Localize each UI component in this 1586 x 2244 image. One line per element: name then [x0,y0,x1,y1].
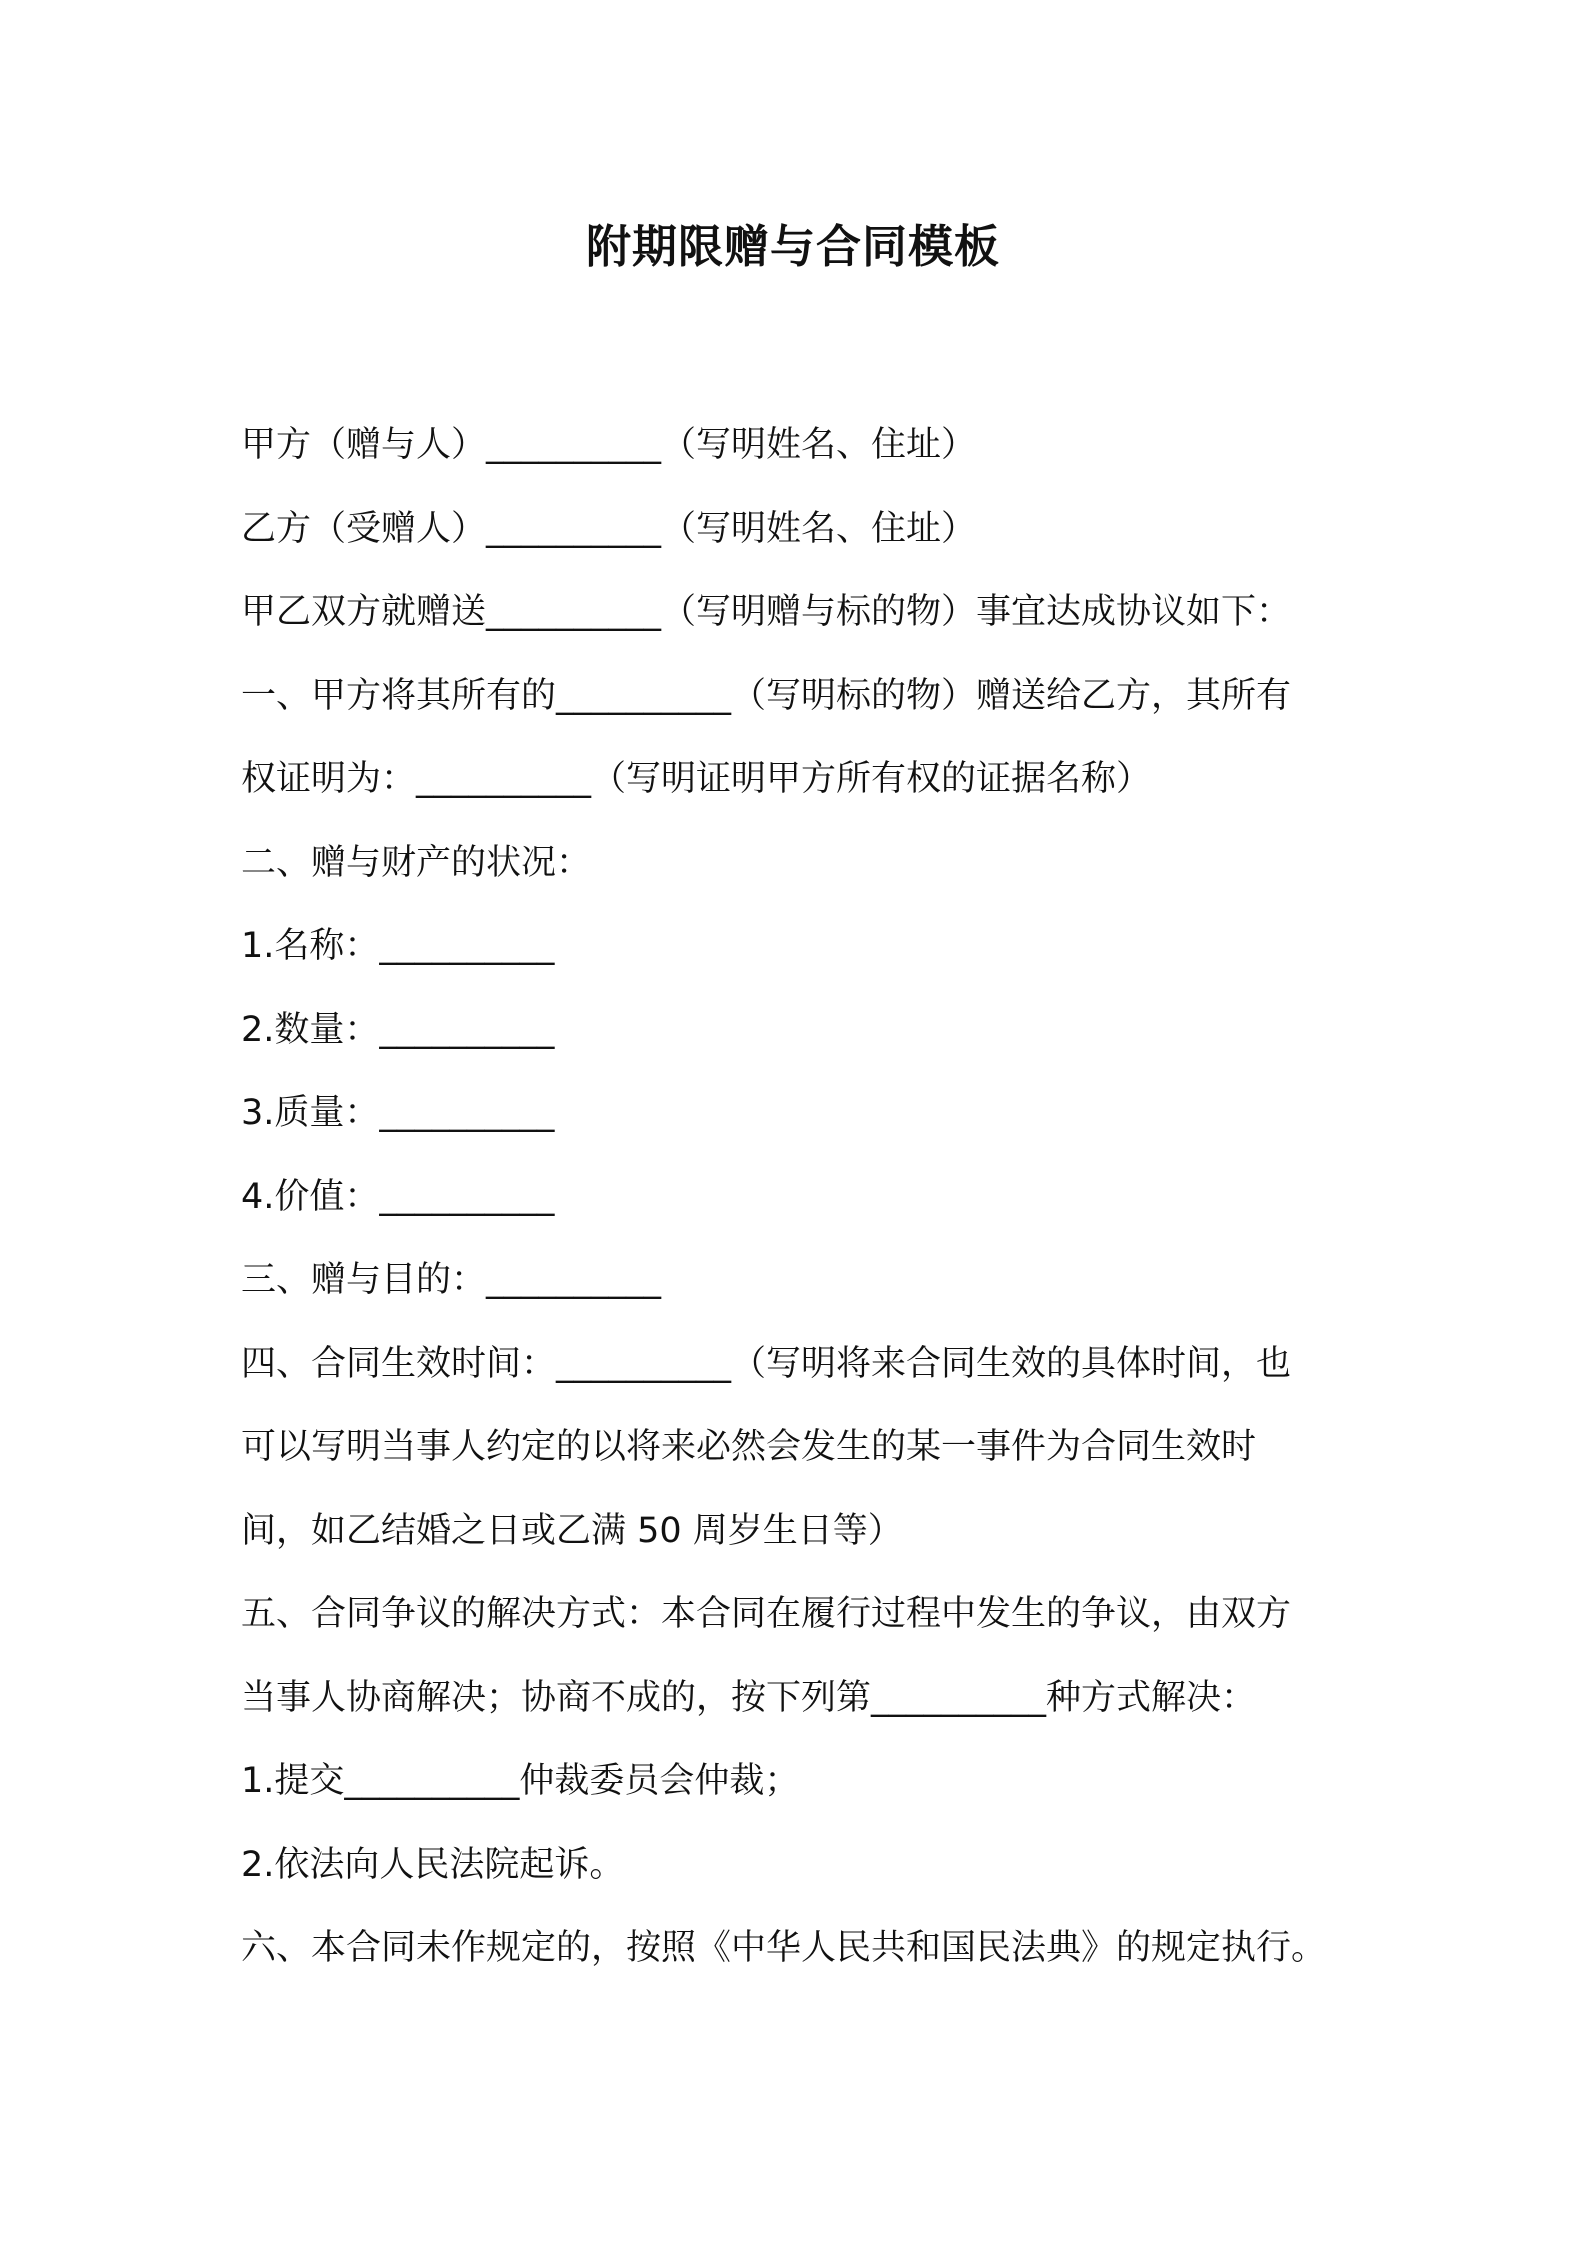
document-title: 附期限赠与合同模板 [585,220,1000,273]
arbitration-option-line: 1.提交__________仲裁委员会仲裁； [241,1761,800,1801]
property-quantity-line: 2.数量：__________ [241,1009,555,1050]
agreement-intro-line: 甲乙双方就赠送__________（写明赠与标的物）事宜达成协议如下： [241,592,1292,632]
clause-1-line-2: 权证明为：__________（写明证明甲方所有权的证据名称） [241,759,1152,799]
clause-6-line: 六、本合同未作规定的，按照《中华人民共和国民法典》的规定执行。 [241,1928,1327,1968]
clause-5-line-1: 五、合同争议的解决方式：本合同在履行过程中发生的争议，由双方 [241,1594,1292,1634]
document-body [241,404,1361,1991]
party-a-line: 甲方（赠与人）__________（写明姓名、住址） [241,425,977,465]
property-name-line: 1.名称：__________ [241,926,555,966]
property-value-line: 4.价值：__________ [241,1176,555,1217]
clause-1-line-1: 一、甲方将其所有的__________（写明标的物）赠送给乙方，其所有 [241,675,1292,716]
clause-3-line: 三、赠与目的：__________ [241,1260,662,1300]
clause-2-heading: 二、赠与财产的状况： [241,842,592,883]
clause-4-line-1: 四、合同生效时间：__________（写明将来合同生效的具体时间，也 [241,1343,1292,1384]
clause-5-line-2: 当事人协商解决；协商不成的，按下列第__________种方式解决： [241,1677,1257,1718]
litigation-option-line: 2.依法向人民法院起诉。 [241,1844,625,1885]
property-quality-line: 3.质量：__________ [241,1093,555,1133]
clause-4-line-3: 间，如乙结婚之日或乙满 50 周岁生日等） [241,1510,903,1551]
clause-4-line-2: 可以写明当事人约定的以将来必然会发生的某一事件为合同生效时 [241,1427,1257,1467]
party-b-line: 乙方（受赠人）__________（写明姓名、住址） [241,508,977,549]
